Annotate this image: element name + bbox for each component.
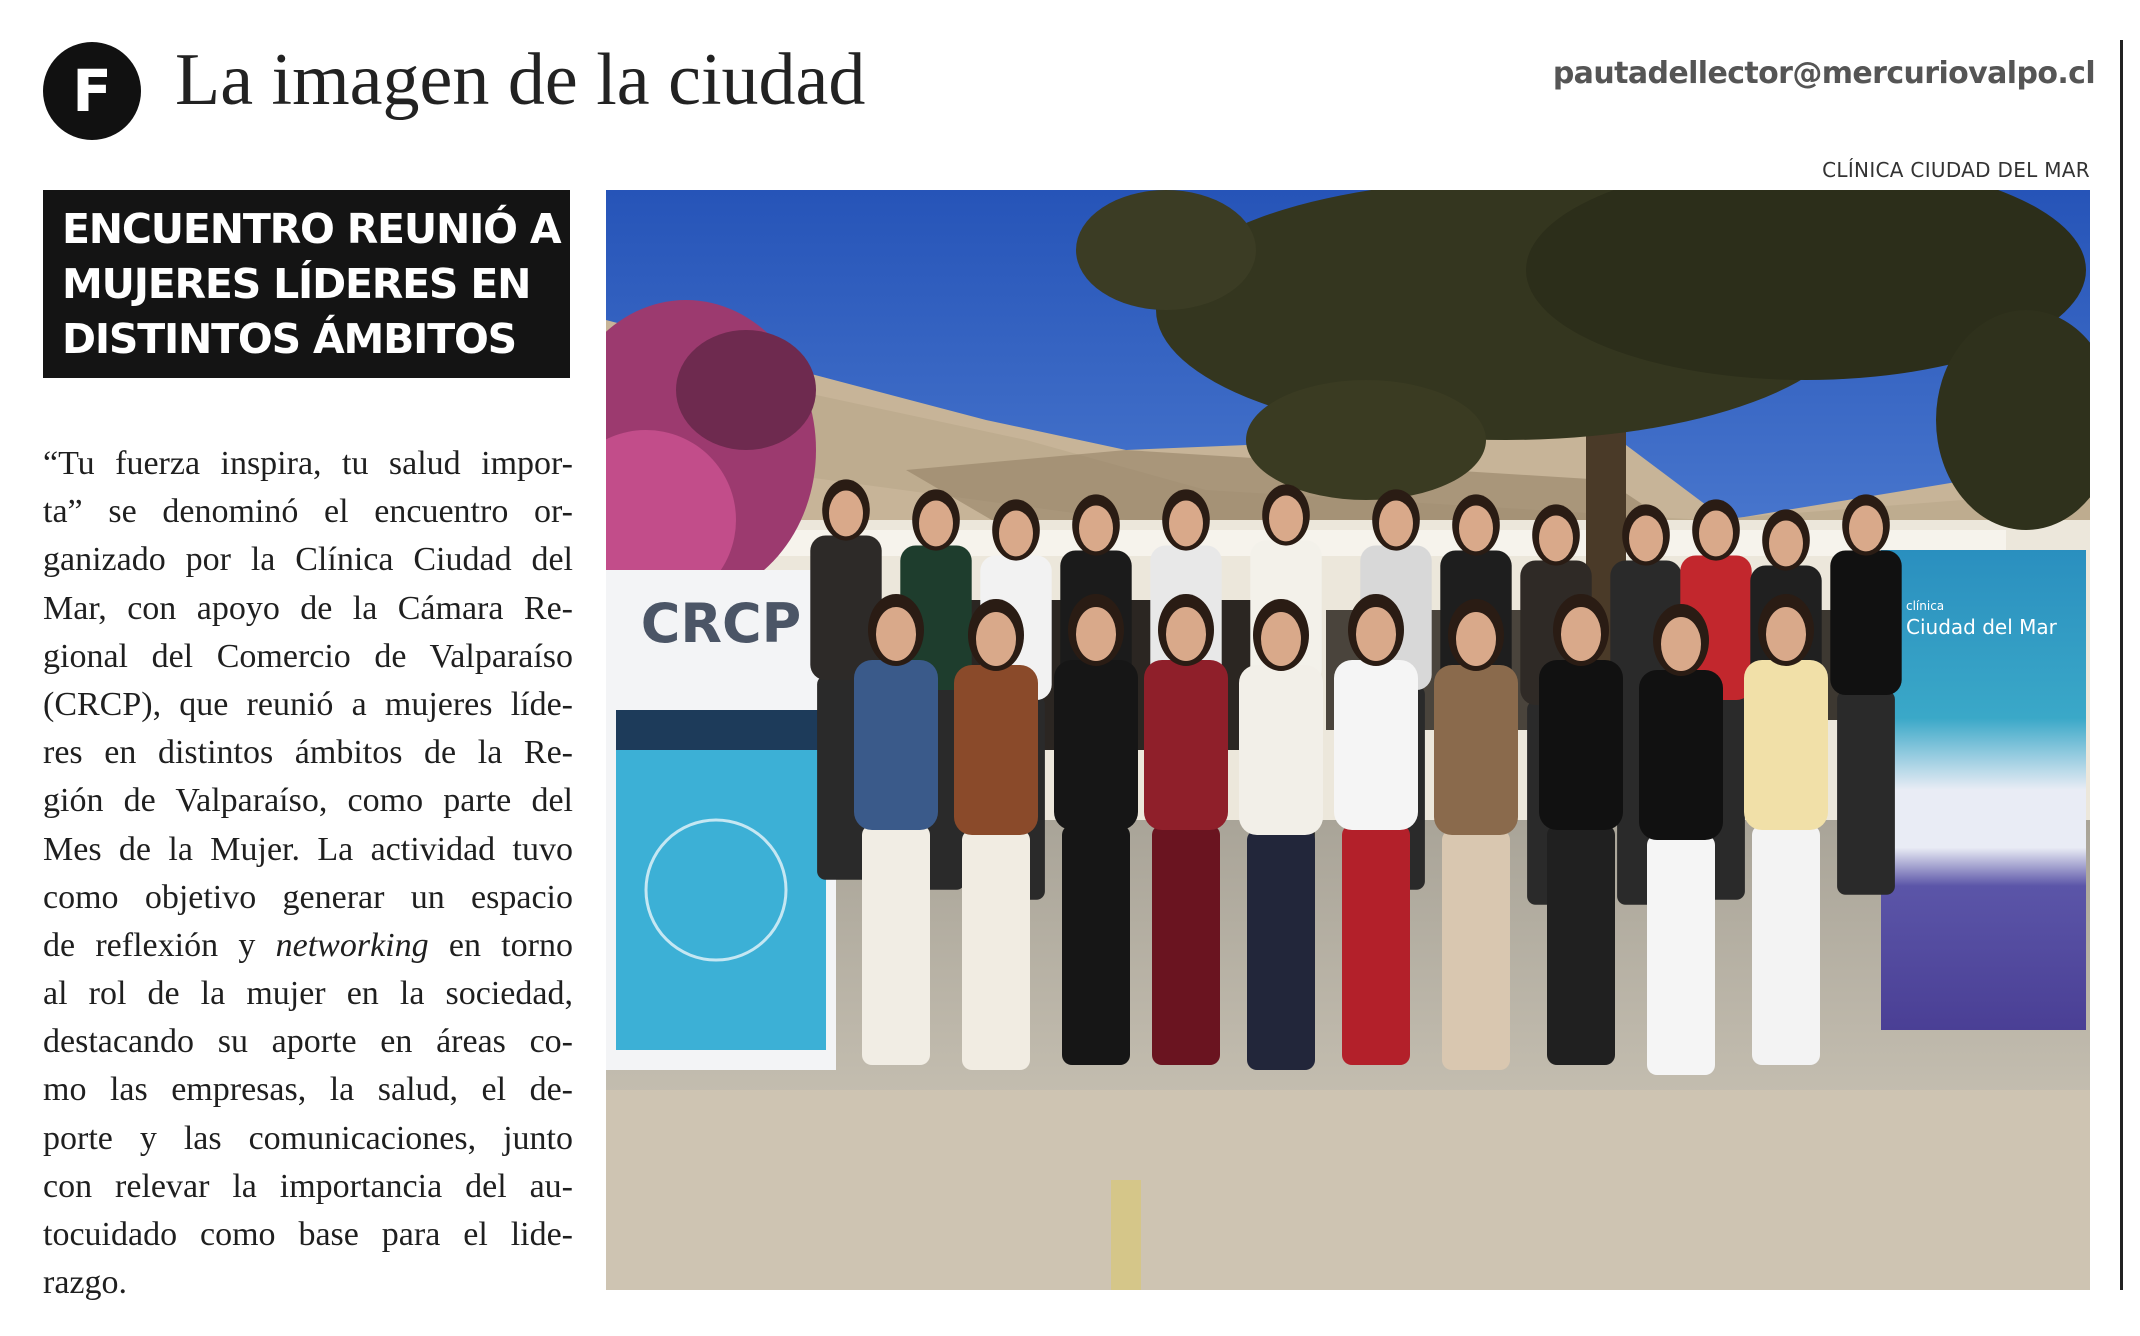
tree-canopy: [1076, 190, 1256, 310]
person-legs: [1547, 825, 1615, 1065]
person-face: [1269, 495, 1303, 541]
group-photo: [606, 190, 2090, 1290]
body-line: ganizado por la Clínica Ciudad del: [43, 541, 573, 579]
body-line-networking: [43, 922, 573, 970]
body-line: res en distintos ámbitos de la Re-: [43, 734, 573, 772]
body-segment: en torno: [428, 926, 574, 964]
headline-line: ENCUENTRO REUNIÓ A: [62, 205, 561, 253]
photo-credit: CLÍNICA CIUDAD DEL MAR: [1822, 158, 2090, 182]
body-line: Mes de la Mujer. La actividad tuvo: [43, 830, 573, 868]
person-face: [1379, 500, 1413, 546]
headline-line: MUJERES LÍDERES EN: [62, 260, 531, 308]
person-legs: [1647, 835, 1715, 1075]
body-line: porte y las comunicaciones, junto: [43, 1119, 573, 1157]
person: [954, 599, 1038, 1070]
person-face: [876, 607, 916, 661]
article-body: [43, 440, 573, 1307]
body-line: mo las empresas, la salud, el de-: [43, 1071, 573, 1109]
body-line: gión de Valparaíso, como parte del: [43, 782, 573, 820]
person-face: [1166, 607, 1206, 661]
contact-email[interactable]: pautadellector@mercuriovalpo.cl: [1552, 56, 2095, 91]
person-legs: [1837, 691, 1895, 895]
body-line: como objetivo generar un espacio: [43, 878, 573, 916]
body-line: Mar, con apoyo de la Cámara Re-: [43, 589, 573, 627]
clinic-logo: Ciudad del Mar: [1906, 615, 2057, 639]
crcp-banner-strip: [616, 710, 826, 750]
person-legs: [1752, 825, 1820, 1065]
body-line: razgo.: [43, 1264, 128, 1302]
body-segment: de reflexión y: [43, 926, 276, 964]
person-top: [810, 536, 881, 681]
person-top: [1054, 660, 1138, 830]
body-line: “Tu fuerza inspira, tu salud impor-: [43, 445, 573, 482]
person-legs: [1247, 830, 1315, 1070]
body-line: al rol de la mujer en la sociedad,: [43, 975, 573, 1013]
body-line: destacando su aporte en áreas co-: [43, 1023, 573, 1061]
person: [1830, 494, 1901, 894]
person-legs: [1062, 825, 1130, 1065]
section-badge: F: [43, 42, 141, 140]
networking-italic: networking: [275, 926, 429, 964]
person-legs: [962, 830, 1030, 1070]
person: [1334, 594, 1418, 1065]
person: [1744, 594, 1828, 1065]
person: [1539, 594, 1623, 1065]
person-face: [1561, 607, 1601, 661]
person-face: [976, 612, 1016, 666]
person-top: [1539, 660, 1623, 830]
person-face: [1079, 505, 1113, 551]
crcp-logo: CRCP: [640, 592, 802, 655]
person-top: [854, 660, 938, 830]
headline-line: DISTINTOS ÁMBITOS: [62, 315, 516, 363]
person-top: [1744, 660, 1828, 830]
person-face: [1769, 520, 1803, 566]
body-line: con relevar la importancia del au-: [43, 1167, 573, 1205]
body-line: tocuidado como base para el lide-: [43, 1216, 573, 1253]
column-divider: [2120, 40, 2123, 1290]
road-marking: [1111, 1180, 1141, 1290]
person-legs: [1442, 830, 1510, 1070]
person-face: [1629, 515, 1663, 561]
person-face: [1661, 617, 1701, 671]
person-face: [1456, 612, 1496, 666]
person-legs: [862, 825, 930, 1065]
person-top: [1434, 665, 1518, 835]
person-face: [1539, 515, 1573, 561]
person-face: [1261, 612, 1301, 666]
person-face: [919, 500, 953, 546]
person-top: [1239, 665, 1323, 835]
headline-box: [43, 190, 570, 378]
person-face: [1766, 607, 1806, 661]
person-face: [1459, 505, 1493, 551]
driveway: [606, 1090, 2090, 1290]
person-face: [1169, 500, 1203, 546]
group-photo-illustration: [606, 190, 2090, 1290]
person-face: [999, 510, 1033, 556]
body-line: (CRCP), que reunió a mujeres líde-: [43, 685, 573, 723]
person-top: [1830, 551, 1901, 696]
clinic-logo-prefix: clínica: [1906, 599, 1945, 613]
person-face: [829, 490, 863, 536]
person-legs: [1152, 825, 1220, 1065]
body-line: ta” se denominó el encuentro or-: [43, 493, 573, 531]
person: [1639, 604, 1723, 1075]
person-face: [1076, 607, 1116, 661]
person: [854, 594, 938, 1065]
person-top: [1334, 660, 1418, 830]
person-top: [1144, 660, 1228, 830]
person-top: [954, 665, 1038, 835]
tree-canopy: [1246, 380, 1486, 500]
bougainvillea: [676, 330, 816, 450]
body-line: gional del Comercio de Valparaíso: [43, 637, 573, 675]
section-title: La imagen de la ciudad: [175, 39, 866, 121]
person: [1434, 599, 1518, 1070]
person-face: [1356, 607, 1396, 661]
person-legs: [1342, 825, 1410, 1065]
person: [1144, 594, 1228, 1065]
person-face: [1849, 505, 1883, 551]
person: [1054, 594, 1138, 1065]
person: [1239, 599, 1323, 1070]
person-top: [1639, 670, 1723, 840]
person-face: [1699, 510, 1733, 556]
